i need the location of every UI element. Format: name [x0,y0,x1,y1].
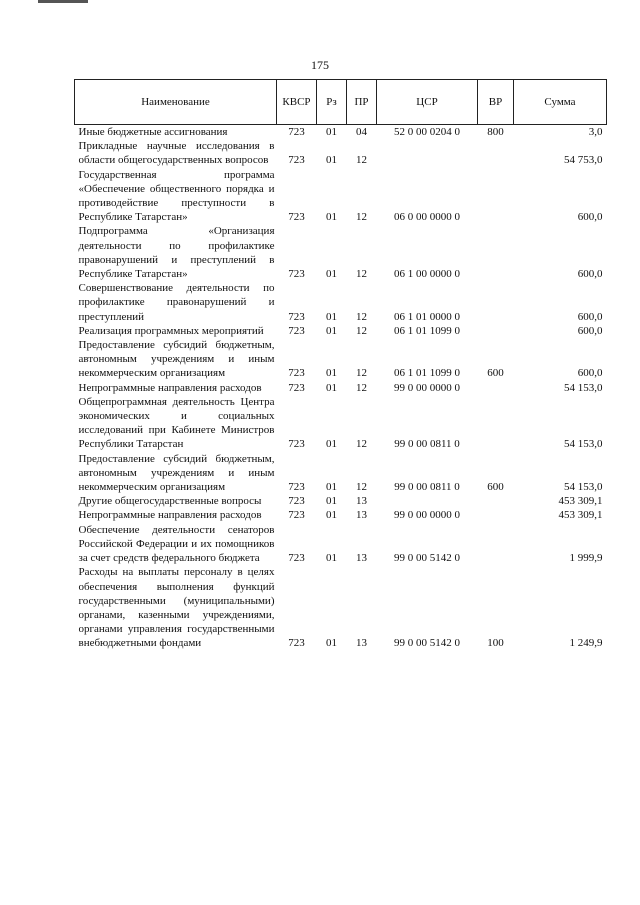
cell-kvsr: 723 [288,381,305,394]
cell-sum: 453 309,1 [558,509,603,522]
cell-name: Прикладные научные исследования в области общегосударственных вопросов [78,140,275,167]
header-name: Наименование [75,80,277,125]
cell-csr [377,494,478,508]
header-kvsr: КВСР [277,80,317,125]
cell-name: Государственная программа «Обеспечение общественного порядка и противодействие преступности в Республике Татарстан» [78,168,275,224]
cell-name: Другие общегосударственные вопросы [78,495,262,508]
cell-csr: 99 0 00 0811 0 [394,481,460,494]
table-body [75,125,607,651]
cell-vr [478,224,514,281]
cell-vr [478,381,514,395]
cell-vr [478,281,514,324]
cell-csr: 06 1 00 0000 0 [394,268,460,281]
cell-sum: 1 249,9 [569,637,603,650]
cell-rz: 01 [326,552,337,565]
cell-rz: 01 [326,126,337,138]
cell-sum: 1 999,9 [569,552,603,565]
cell-rz: 01 [326,211,337,224]
cell-csr: 99 0 00 5142 0 [394,637,460,650]
cell-vr [478,494,514,508]
cell-pr: 12 [356,154,367,167]
cell-name: Совершенствование деятельности по профилактике правонарушений и преступлений [78,282,275,323]
cell-kvsr: 723 [288,637,305,650]
cell-name: Иные бюджетные ассигнования [78,126,228,138]
cell-csr: 99 0 00 0811 0 [394,438,460,451]
cell-pr: 13 [356,509,367,522]
table-row [75,168,607,225]
cell-sum: 600,0 [577,310,603,323]
cell-sum: 453 309,1 [558,495,603,508]
cell-pr: 12 [356,268,367,281]
cell-sum: 600,0 [577,324,603,337]
table-row [75,381,607,395]
cell-sum: 600,0 [577,367,603,380]
cell-vr: 600 [487,367,504,380]
cell-rz: 01 [326,481,337,494]
cell-pr: 13 [356,552,367,565]
cell-kvsr: 723 [288,438,305,451]
table-row [75,338,607,381]
cell-rz: 01 [326,381,337,394]
cell-vr [478,168,514,225]
cell-rz: 01 [326,509,337,522]
cell-rz: 01 [326,310,337,323]
cell-sum: 54 153,0 [564,381,603,394]
cell-vr [478,139,514,167]
header-rz: Рз [317,80,347,125]
cell-name: Предоставление субсидий бюджетным, автономным учреждениям и иным некоммерческим организациям [78,452,275,494]
cell-vr [478,523,514,566]
cell-pr: 04 [356,126,367,138]
cell-sum: 600,0 [577,268,603,281]
cell-kvsr: 723 [288,268,305,281]
cell-vr: 600 [487,481,504,494]
cell-rz: 01 [326,154,337,167]
cell-sum: 54 153,0 [564,438,603,451]
cell-name: Непрограммные направления расходов [78,381,262,394]
table-row [75,565,607,650]
cell-pr: 12 [356,211,367,224]
cell-name: Непрограммные направления расходов [78,509,262,522]
cell-rz: 01 [326,268,337,281]
cell-pr: 12 [356,381,367,394]
header-vr: ВР [478,80,514,125]
cell-vr [478,395,514,452]
page-number: 175 [311,58,329,72]
cell-rz: 01 [326,367,337,380]
header-sum: Сумма [514,80,607,125]
cell-csr [377,139,478,167]
cell-kvsr: 723 [288,481,305,494]
cell-kvsr: 723 [288,154,305,167]
cell-pr: 13 [356,637,367,650]
table-row [75,494,607,508]
table-header [75,80,607,125]
table-row [75,452,607,495]
table-row [75,139,607,167]
table-row [75,395,607,452]
cell-pr: 12 [356,310,367,323]
cell-kvsr: 723 [288,367,305,380]
cell-rz: 01 [326,637,337,650]
cell-kvsr: 723 [288,495,305,508]
header-pr: ПР [347,80,377,125]
cell-csr: 99 0 00 0000 0 [394,381,460,394]
cell-vr: 800 [487,126,504,138]
cell-rz: 01 [326,438,337,451]
cell-csr: 52 0 00 0204 0 [394,126,460,138]
cell-name: Предоставление субсидий бюджетным, автономным учреждениям и иным некоммерческим организациям [78,339,275,380]
cell-csr: 99 0 00 0000 0 [394,509,460,522]
table-row [75,281,607,324]
cell-pr: 13 [356,495,367,508]
cell-csr: 06 1 01 1099 0 [394,324,460,337]
cell-pr: 12 [356,324,367,337]
cell-csr: 06 1 01 0000 0 [394,310,460,323]
cell-csr: 06 1 01 1099 0 [394,367,460,380]
cell-name: Обеспечение деятельности сенаторов Российской Федерации и их помощников за счет средств федерального бюджета [78,523,275,565]
cell-csr: 99 0 00 5142 0 [394,552,460,565]
cell-rz: 01 [326,495,337,508]
cell-sum: 54 153,0 [564,481,603,494]
cell-sum: 600,0 [577,211,603,224]
budget-table [74,79,607,651]
cell-pr: 12 [356,367,367,380]
cell-sum: 3,0 [588,126,603,138]
cell-pr: 12 [356,438,367,451]
cell-kvsr: 723 [288,552,305,565]
cell-kvsr: 723 [288,126,305,138]
cell-kvsr: 723 [288,310,305,323]
cell-kvsr: 723 [288,509,305,522]
cell-name: Реализация программных мероприятий [78,324,264,337]
cell-sum: 54 753,0 [564,154,603,167]
cell-csr: 06 0 00 0000 0 [394,211,460,224]
cell-kvsr: 723 [288,211,305,224]
table-row [75,224,607,281]
cell-vr [478,324,514,338]
scan-corner-mark [38,0,88,3]
cell-vr: 100 [487,637,504,650]
cell-kvsr: 723 [288,324,305,337]
cell-name: Подпрограмма «Организация деятельности по профилактике правонарушений и преступлений в Республике Татарстан» [78,225,275,281]
table-row [75,324,607,338]
table-row [75,125,607,140]
cell-name: Общепрограммная деятельность Центра экономических и социальных исследований при Кабинете Министров Республики Татарстан [78,395,275,451]
cell-name: Расходы на выплаты персоналу в целях обеспечения выполнения функций государственными (муниципальными) органами, казенными учреждениями, органами управления государственными внебюджетными фондами [78,566,275,650]
header-csr: ЦСР [377,80,478,125]
table-row [75,508,607,522]
cell-vr [478,508,514,522]
cell-pr: 12 [356,481,367,494]
table-row [75,523,607,566]
cell-rz: 01 [326,324,337,337]
